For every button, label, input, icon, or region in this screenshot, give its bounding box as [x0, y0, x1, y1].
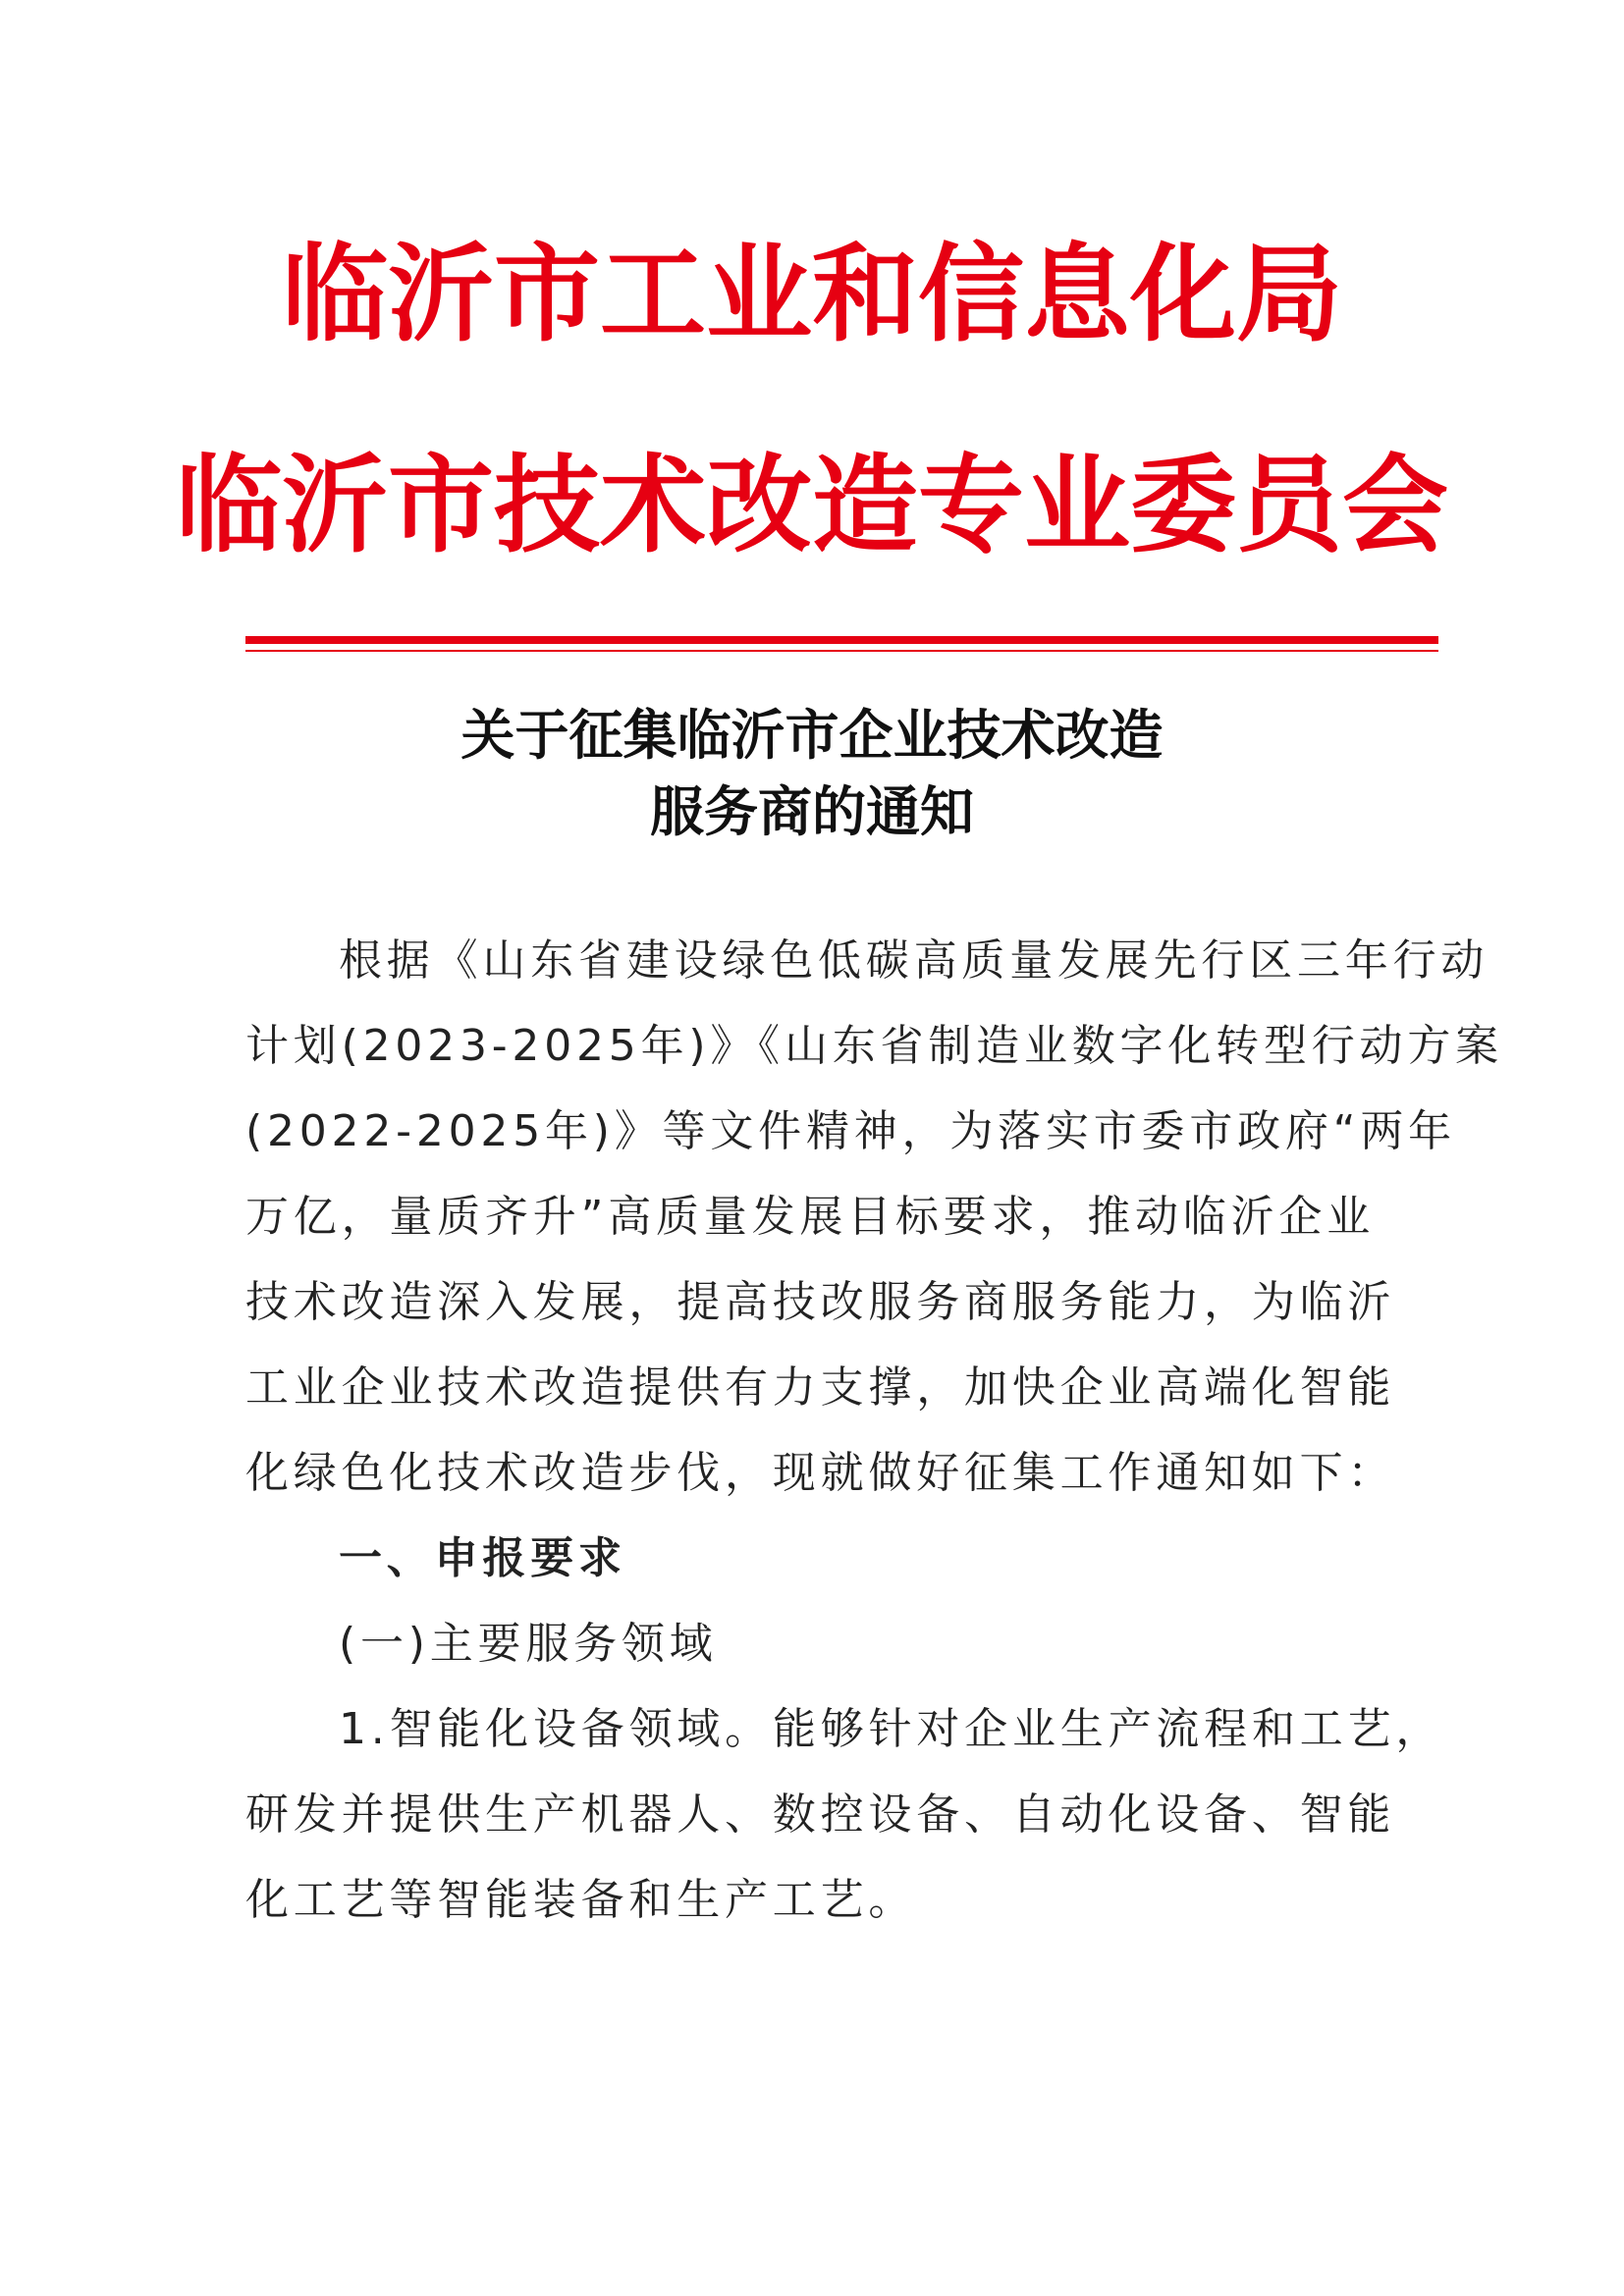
letterhead-line-2: 临沂市技术改造专业委员会	[175, 444, 1448, 567]
document-title-line-2: 服务商的通知	[649, 779, 974, 843]
body-line-4: 万亿，量质齐升”高质量发展目标要求，推动临沂企业	[245, 1192, 1375, 1242]
body-line-7: 化绿色化技术改造步伐，现就做好征集工作通知如下：	[245, 1448, 1396, 1498]
item-1-line-1: 1.智能化设备领域。能够针对企业生产流程和工艺，	[339, 1704, 1444, 1754]
item-1-line-2: 研发并提供生产机器人、数控设备、自动化设备、智能	[245, 1789, 1396, 1840]
section-heading-1: 一、申报要求	[339, 1533, 626, 1583]
body-line-1: 根据《山东省建设绿色低碳高质量发展先行区三年行动	[339, 935, 1489, 986]
red-separator-thick	[245, 636, 1438, 644]
red-separator-thin	[245, 650, 1438, 652]
document-title-line-1: 关于征集临沂市企业技术改造	[460, 703, 1164, 767]
body-line-5: 技术改造深入发展，提高技改服务商服务能力，为临沂	[245, 1277, 1396, 1327]
body-line-6: 工业企业技术改造提供有力支撑，加快企业高端化智能	[245, 1362, 1396, 1413]
subsection-heading-1: (一)主要服务领域	[339, 1619, 718, 1669]
body-line-3: (2022-2025年)》等文件精神，为落实市委市政府“两年	[245, 1106, 1456, 1156]
item-1-line-3: 化工艺等智能装备和生产工艺。	[245, 1875, 917, 1925]
body-line-2: 计划(2023-2025年)》《山东省制造业数字化转型行动方案	[245, 1021, 1503, 1071]
letterhead-line-1: 临沂市工业和信息化局	[281, 233, 1342, 356]
